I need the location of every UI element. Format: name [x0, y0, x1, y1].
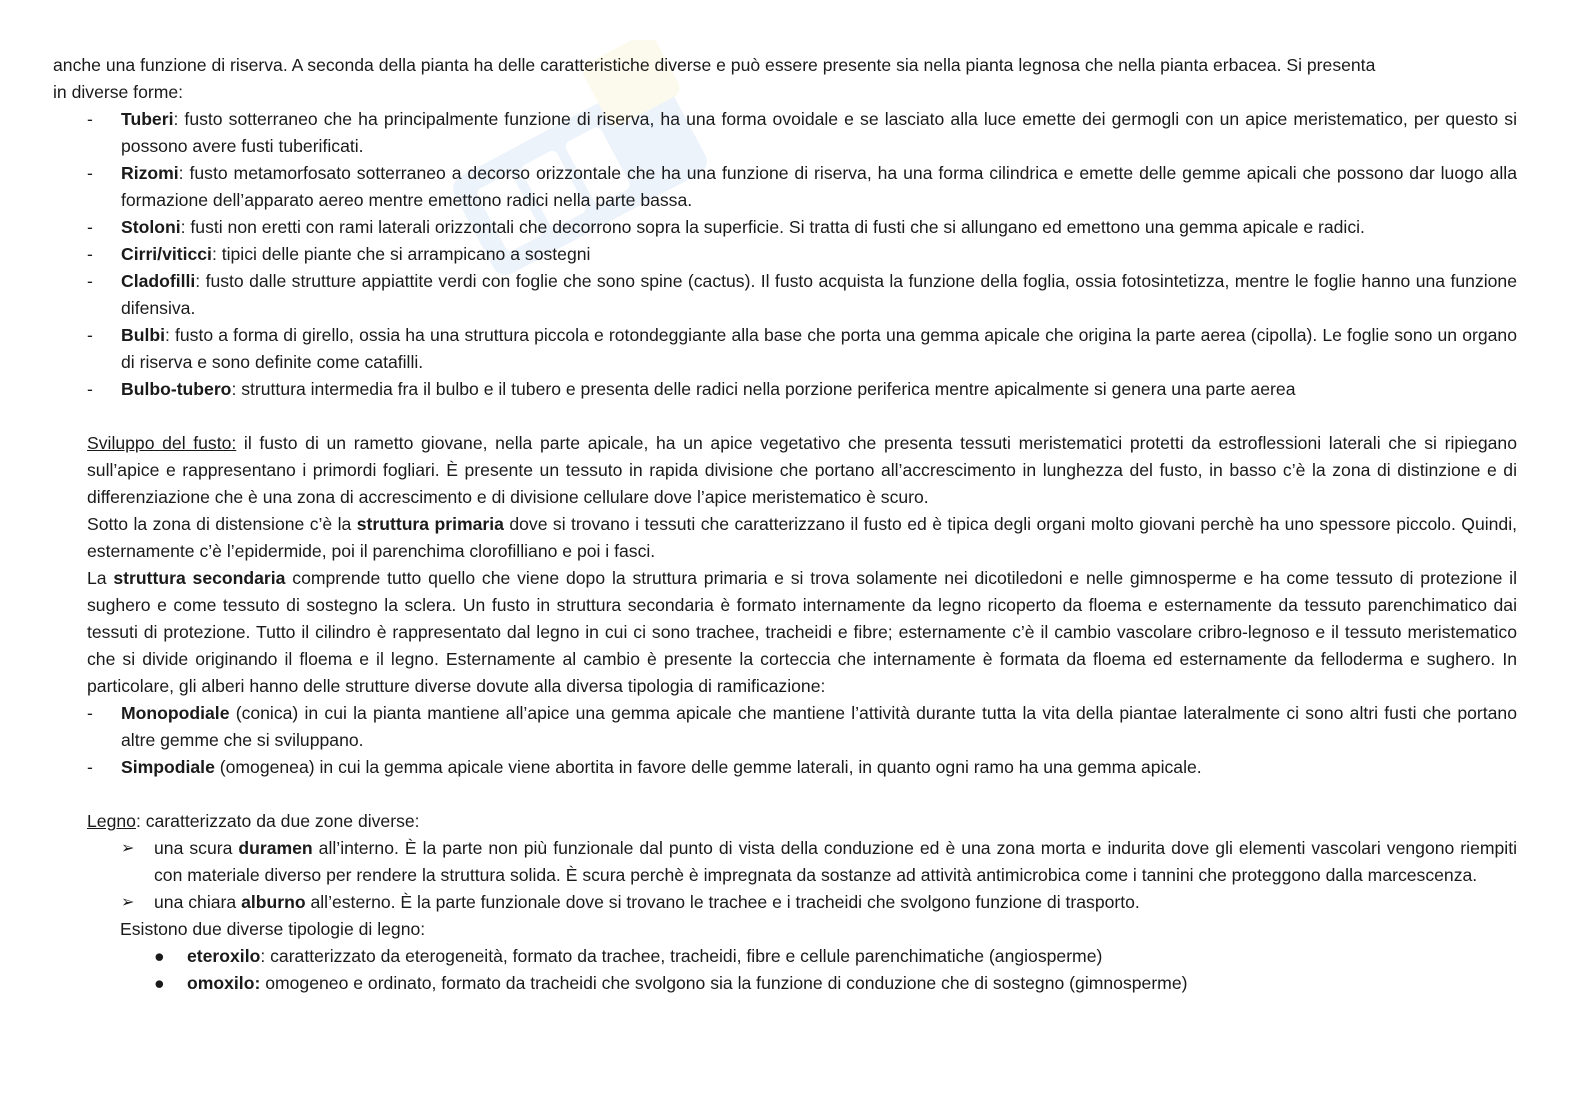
- term: Tuberi: [121, 109, 174, 129]
- list-item: [53, 754, 1517, 781]
- list-item: [53, 376, 1517, 403]
- term: duramen: [238, 838, 313, 858]
- definition: : fusto a forma di girello, ossia ha una struttura piccola e rotondeggiante alla base che porta una gemma apicale che origina la parte aerea (cipolla). Le foglie sono un organo di riserva e sono definite come catafilli.: [121, 325, 1517, 372]
- item-text: una scura: [154, 838, 239, 858]
- list-item: [53, 700, 1517, 754]
- section-heading-legno: Legno: [87, 811, 136, 831]
- document-page: [53, 52, 1517, 997]
- list-item: [53, 970, 1517, 997]
- term: struttura secondaria: [113, 568, 286, 588]
- list-item: [53, 241, 1517, 268]
- paragraph-text: La: [87, 568, 114, 588]
- dot-bullet-icon: ●: [154, 973, 165, 993]
- term: alburno: [241, 892, 306, 912]
- sviluppo-paragraph-2: [87, 511, 1517, 565]
- definition: : fusto dalle strutture appiattite verdi con foglie che sono spine (cactus). Il fusto acquista la funzione della foglia, ossia fotosintetizza, mentre le foglie hanno una funzione difensiva.: [121, 271, 1517, 318]
- dash-marker: -: [87, 379, 93, 399]
- arrow-bullet-icon: ➢: [121, 894, 135, 911]
- wood-zones-list: [53, 835, 1517, 916]
- definition: : struttura intermedia fra il bulbo e il tubero e presenta delle radici nella porzione periferica mentre apicalmente si genera una parte aerea: [231, 379, 1296, 399]
- dash-marker: -: [87, 703, 93, 723]
- spacer: [53, 781, 1517, 808]
- term: struttura primaria: [356, 514, 504, 534]
- paragraph-text: comprende tutto quello che viene dopo la struttura primaria e si trova solamente nei dicotiledoni e nelle gimnosperme e ha come tessuto di protezione il sughero e come tessuto di sostegno la sclera. Un fusto in struttura secondaria è formato internamente da legno ricoperto da floema e esternamente da tessuto parenchimatico dai tessuti di protezione. Tutto il cilindro è rappresentato dal legno in cui ci sono trachee, tracheidi e fibre; esternamente c’è il cambio vascolare cribro-legnoso e il tessuto meristematico che si divide originando il floema e il legno. Esternamente al cambio è presente la corteccia che internamente è formata da floema ed esternamente da felloderma e sughero. In particolare, gli alberi hanno delle strutture diverse dovute alla diversa tipologia di ramificazione:: [87, 568, 1517, 696]
- paragraph-text: : caratterizzato da due zone diverse:: [135, 811, 420, 831]
- dash-marker: -: [87, 271, 93, 291]
- dot-bullet-icon: ●: [154, 946, 165, 966]
- list-item: [53, 943, 1517, 970]
- term: Monopodiale: [121, 703, 230, 723]
- list-item: [53, 322, 1517, 376]
- term: omoxilo:: [187, 973, 261, 993]
- dash-marker: -: [87, 163, 93, 183]
- dash-marker: -: [87, 109, 93, 129]
- list-item: [53, 106, 1517, 160]
- sviluppo-paragraph-1: [87, 430, 1517, 511]
- definition: : tipici delle piante che si arrampicano a sostegni: [211, 244, 591, 264]
- wood-types-list: [53, 943, 1517, 997]
- section-heading-sviluppo: Sviluppo del fusto:: [87, 433, 237, 453]
- arrow-bullet-icon: ➢: [121, 840, 135, 857]
- definition: (omogenea) in cui la gemma apicale viene abortita in favore delle gemme laterali, in quanto ogni ramo ha una gemma apicale.: [214, 757, 1202, 777]
- paragraph-text: Sotto la zona di distensione c’è la: [87, 514, 357, 534]
- ramification-list: [53, 700, 1517, 781]
- definition: : caratterizzato da eterogeneità, formato da trachee, tracheidi, fibre e cellule parenchimatiche (angiosperme): [260, 946, 1103, 966]
- term: Rizomi: [121, 163, 179, 183]
- legno-intro: [87, 808, 1517, 835]
- term: Bulbo-tubero: [121, 379, 232, 399]
- term: Cirri/viticci: [121, 244, 212, 264]
- dash-marker: -: [87, 325, 93, 345]
- list-item: [53, 160, 1517, 214]
- definition: all’esterno. È la parte funzionale dove si trovano le trachee e i tracheidi che svolgono funzione di trasporto.: [305, 892, 1140, 912]
- stem-forms-list: [53, 106, 1517, 403]
- spacer: [53, 403, 1517, 430]
- term: Simpodiale: [121, 757, 215, 777]
- term: Bulbi: [121, 325, 165, 345]
- definition: : fusto metamorfosato sotterraneo a decorso orizzontale che ha una funzione di riserva, ha una forma cilindrica e emette delle gemme apicali che possono dar luogo alla formazione dell’apparato aereo mentre emettono radici nella parte bassa.: [121, 163, 1517, 210]
- term: eteroxilo: [187, 946, 261, 966]
- definition: : fusto sotterraneo che ha principalmente funzione di riserva, ha una forma ovoidale e se lasciato alla luce emette dei germogli con un apice meristematico, per questo si possono avere fusti tuberificati.: [121, 109, 1517, 156]
- definition: (conica) in cui la pianta mantiene all’apice una gemma apicale che mantiene l’attività durante tutta la vita della piantae lateralmente ci sono altri fusti che portano altre gemme che si sviluppano.: [121, 703, 1517, 750]
- paragraph-text: il fusto di un rametto giovane, nella parte apicale, ha un apice vegetativo che presenta tessuti meristematici protetti da estroflessioni laterali che si ripiegano sull’apice e rappresentano i primordi fogliari. È presente un tessuto in rapida divisione che portano all’accrescimento in lunghezza del fusto, in basso c’è la zona di distinzione e di differenziazione che è una zona di accrescimento e di divisione cellulare dove l’apice meristematico è scuro.: [87, 433, 1517, 507]
- intro-line-1: anche una funzione di riserva. A seconda della pianta ha delle caratteristiche diverse e può essere presente sia nella pianta legnosa che nella pianta erbacea. Si presenta: [53, 55, 1376, 75]
- paragraph-text: dove si trovano i tessuti che caratterizzano il fusto ed è tipica degli organi molto giovani perchè ha uno spessore piccolo. Quindi, esternamente c’è l’epidermide, poi il parenchima clorofilliano e poi i fasci.: [87, 514, 1518, 561]
- item-text: una chiara: [154, 892, 242, 912]
- definition: all’interno. È la parte non più funzionale dal punto di vista della conduzione ed è una zona morta e indurita dove gli elementi vascolari vengono riempiti con materiale diverso per rendere la struttura solida. È scura perchè è impregnata da sostanze ad attività antimicrobica come i tannini che proteggono dalla marcescenza.: [154, 838, 1518, 885]
- definition: omogeneo e ordinato, formato da tracheidi che svolgono sia la funzione di conduzione che di sostegno (gimnosperme): [260, 973, 1188, 993]
- dash-marker: -: [87, 757, 93, 777]
- term: Stoloni: [121, 217, 181, 237]
- dash-marker: -: [87, 217, 93, 237]
- list-item: [53, 889, 1517, 916]
- dash-marker: -: [87, 244, 93, 264]
- sviluppo-paragraph-3: [87, 565, 1517, 700]
- definition: : fusti non eretti con rami laterali orizzontali che decorrono sopra la superficie. Si tratta di fusti che si allungano ed emettono una gemma apicale e radici.: [180, 217, 1365, 237]
- list-item: [53, 268, 1517, 322]
- list-item: [53, 214, 1517, 241]
- term: Cladofilli: [121, 271, 196, 291]
- intro-line-2: in diverse forme:: [53, 82, 184, 102]
- wood-types-intro: Esistono due diverse tipologie di legno:: [120, 919, 426, 939]
- list-item: [53, 835, 1517, 889]
- intro-paragraph: [53, 52, 1517, 106]
